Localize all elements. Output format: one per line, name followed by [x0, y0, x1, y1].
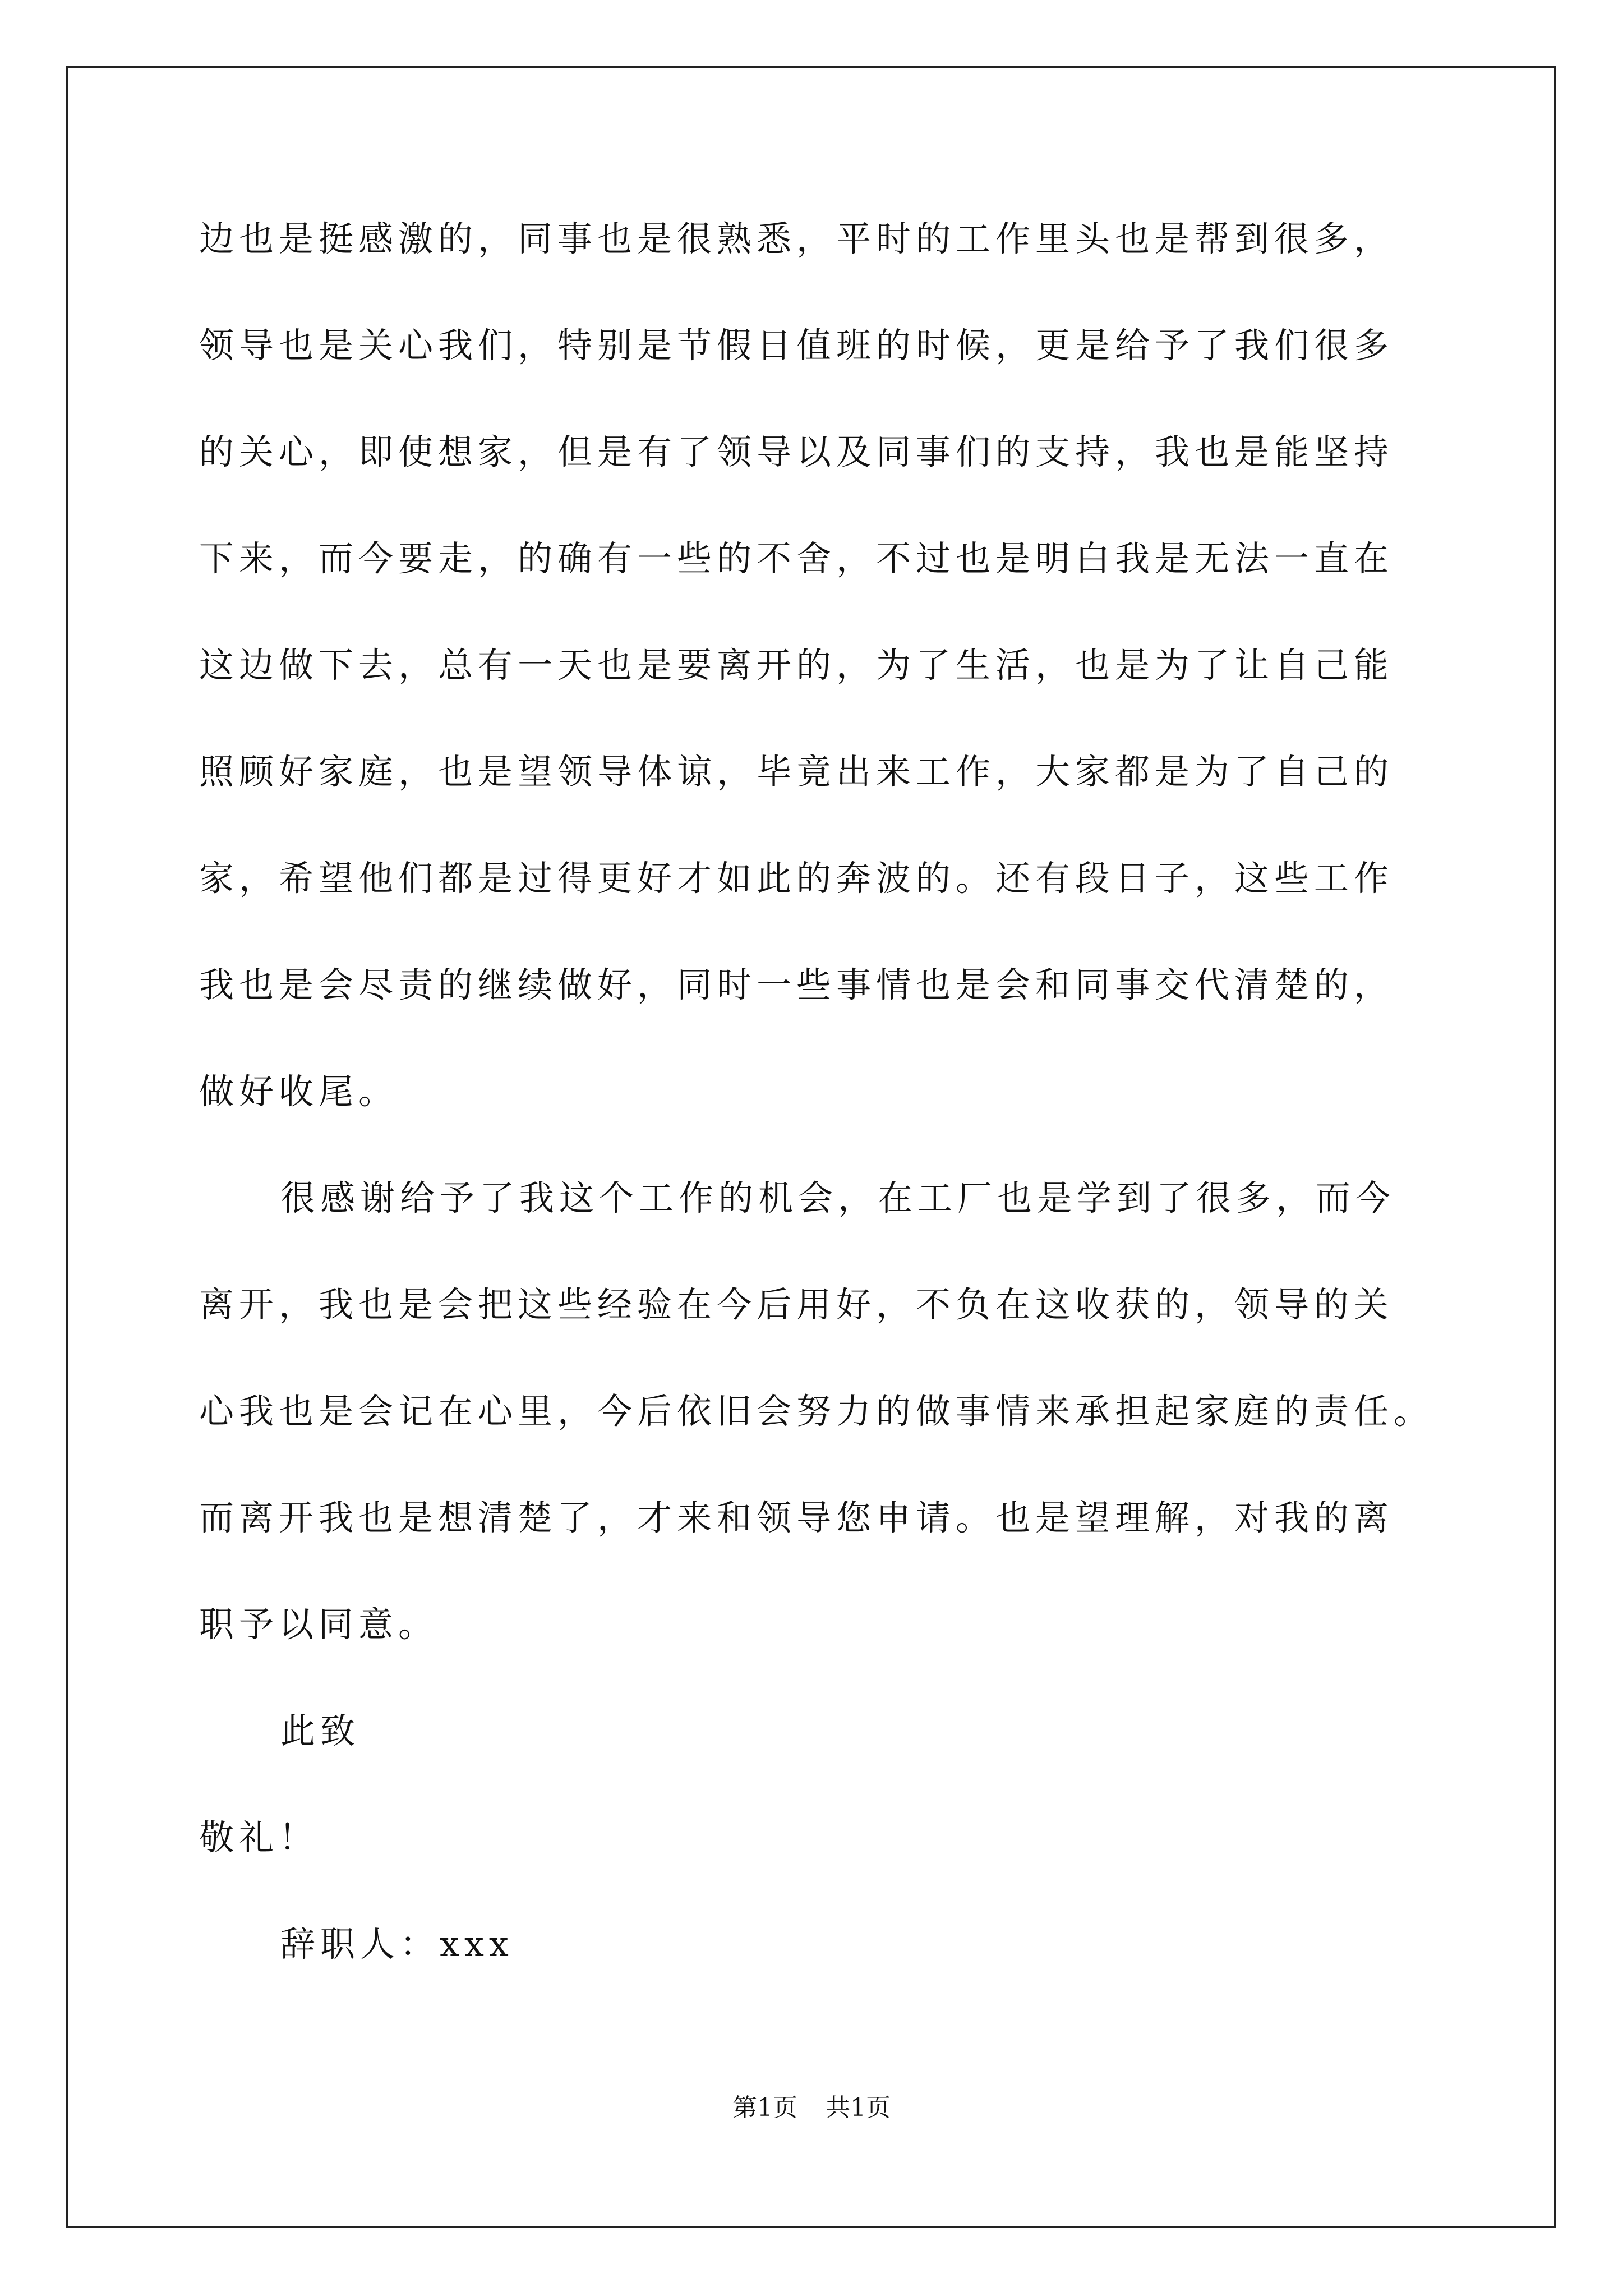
- closing-salutation: 此致: [280, 1710, 361, 1751]
- body-line: 这边做下去，总有一天也是要离开的，为了生活，也是为了让自己能: [199, 645, 1394, 685]
- paragraph-first-line: 很感谢给予了我这个工作的机会，在工厂也是学到了很多，而今: [280, 1177, 1396, 1218]
- page-border: [66, 66, 1556, 2228]
- body-line: 离开，我也是会把这些经验在今后用好，不负在这收获的，领导的关: [199, 1284, 1394, 1325]
- body-line: 而离开我也是想清楚了，才来和领导您申请。也是望理解，对我的离: [199, 1497, 1394, 1538]
- body-line: 边也是挺感激的，同事也是很熟悉，平时的工作里头也是帮到很多，: [199, 218, 1394, 259]
- signature-line: 辞职人：xxx: [280, 1924, 514, 1964]
- page-number: 第1页: [732, 2093, 797, 2122]
- page-total: 共1页: [826, 2093, 891, 2122]
- closing-regards: 敬礼！: [199, 1817, 319, 1858]
- body-line: 的关心，即使想家，但是有了领导以及同事们的支持，我也是能坚持: [199, 431, 1394, 472]
- body-line: 家，希望他们都是过得更好才如此的奔波的。还有段日子，这些工作: [199, 858, 1394, 899]
- body-line: 心我也是会记在心里，今后依旧会努力的做事情来承担起家庭的责任。: [199, 1391, 1434, 1432]
- body-line: 职予以同意。: [199, 1604, 439, 1645]
- page-footer: [0, 2093, 1623, 2122]
- body-line: 做好收尾。: [199, 1071, 399, 1112]
- body-line: 下来，而今要走，的确有一些的不舍，不过也是明白我是无法一直在: [199, 538, 1394, 579]
- body-line: 领导也是关心我们，特别是节假日值班的时候，更是给予了我们很多: [199, 325, 1394, 366]
- body-line: 照顾好家庭，也是望领导体谅，毕竟出来工作，大家都是为了自己的: [199, 751, 1394, 792]
- body-line: 我也是会尽责的继续做好，同时一些事情也是会和同事交代清楚的，: [199, 964, 1394, 1005]
